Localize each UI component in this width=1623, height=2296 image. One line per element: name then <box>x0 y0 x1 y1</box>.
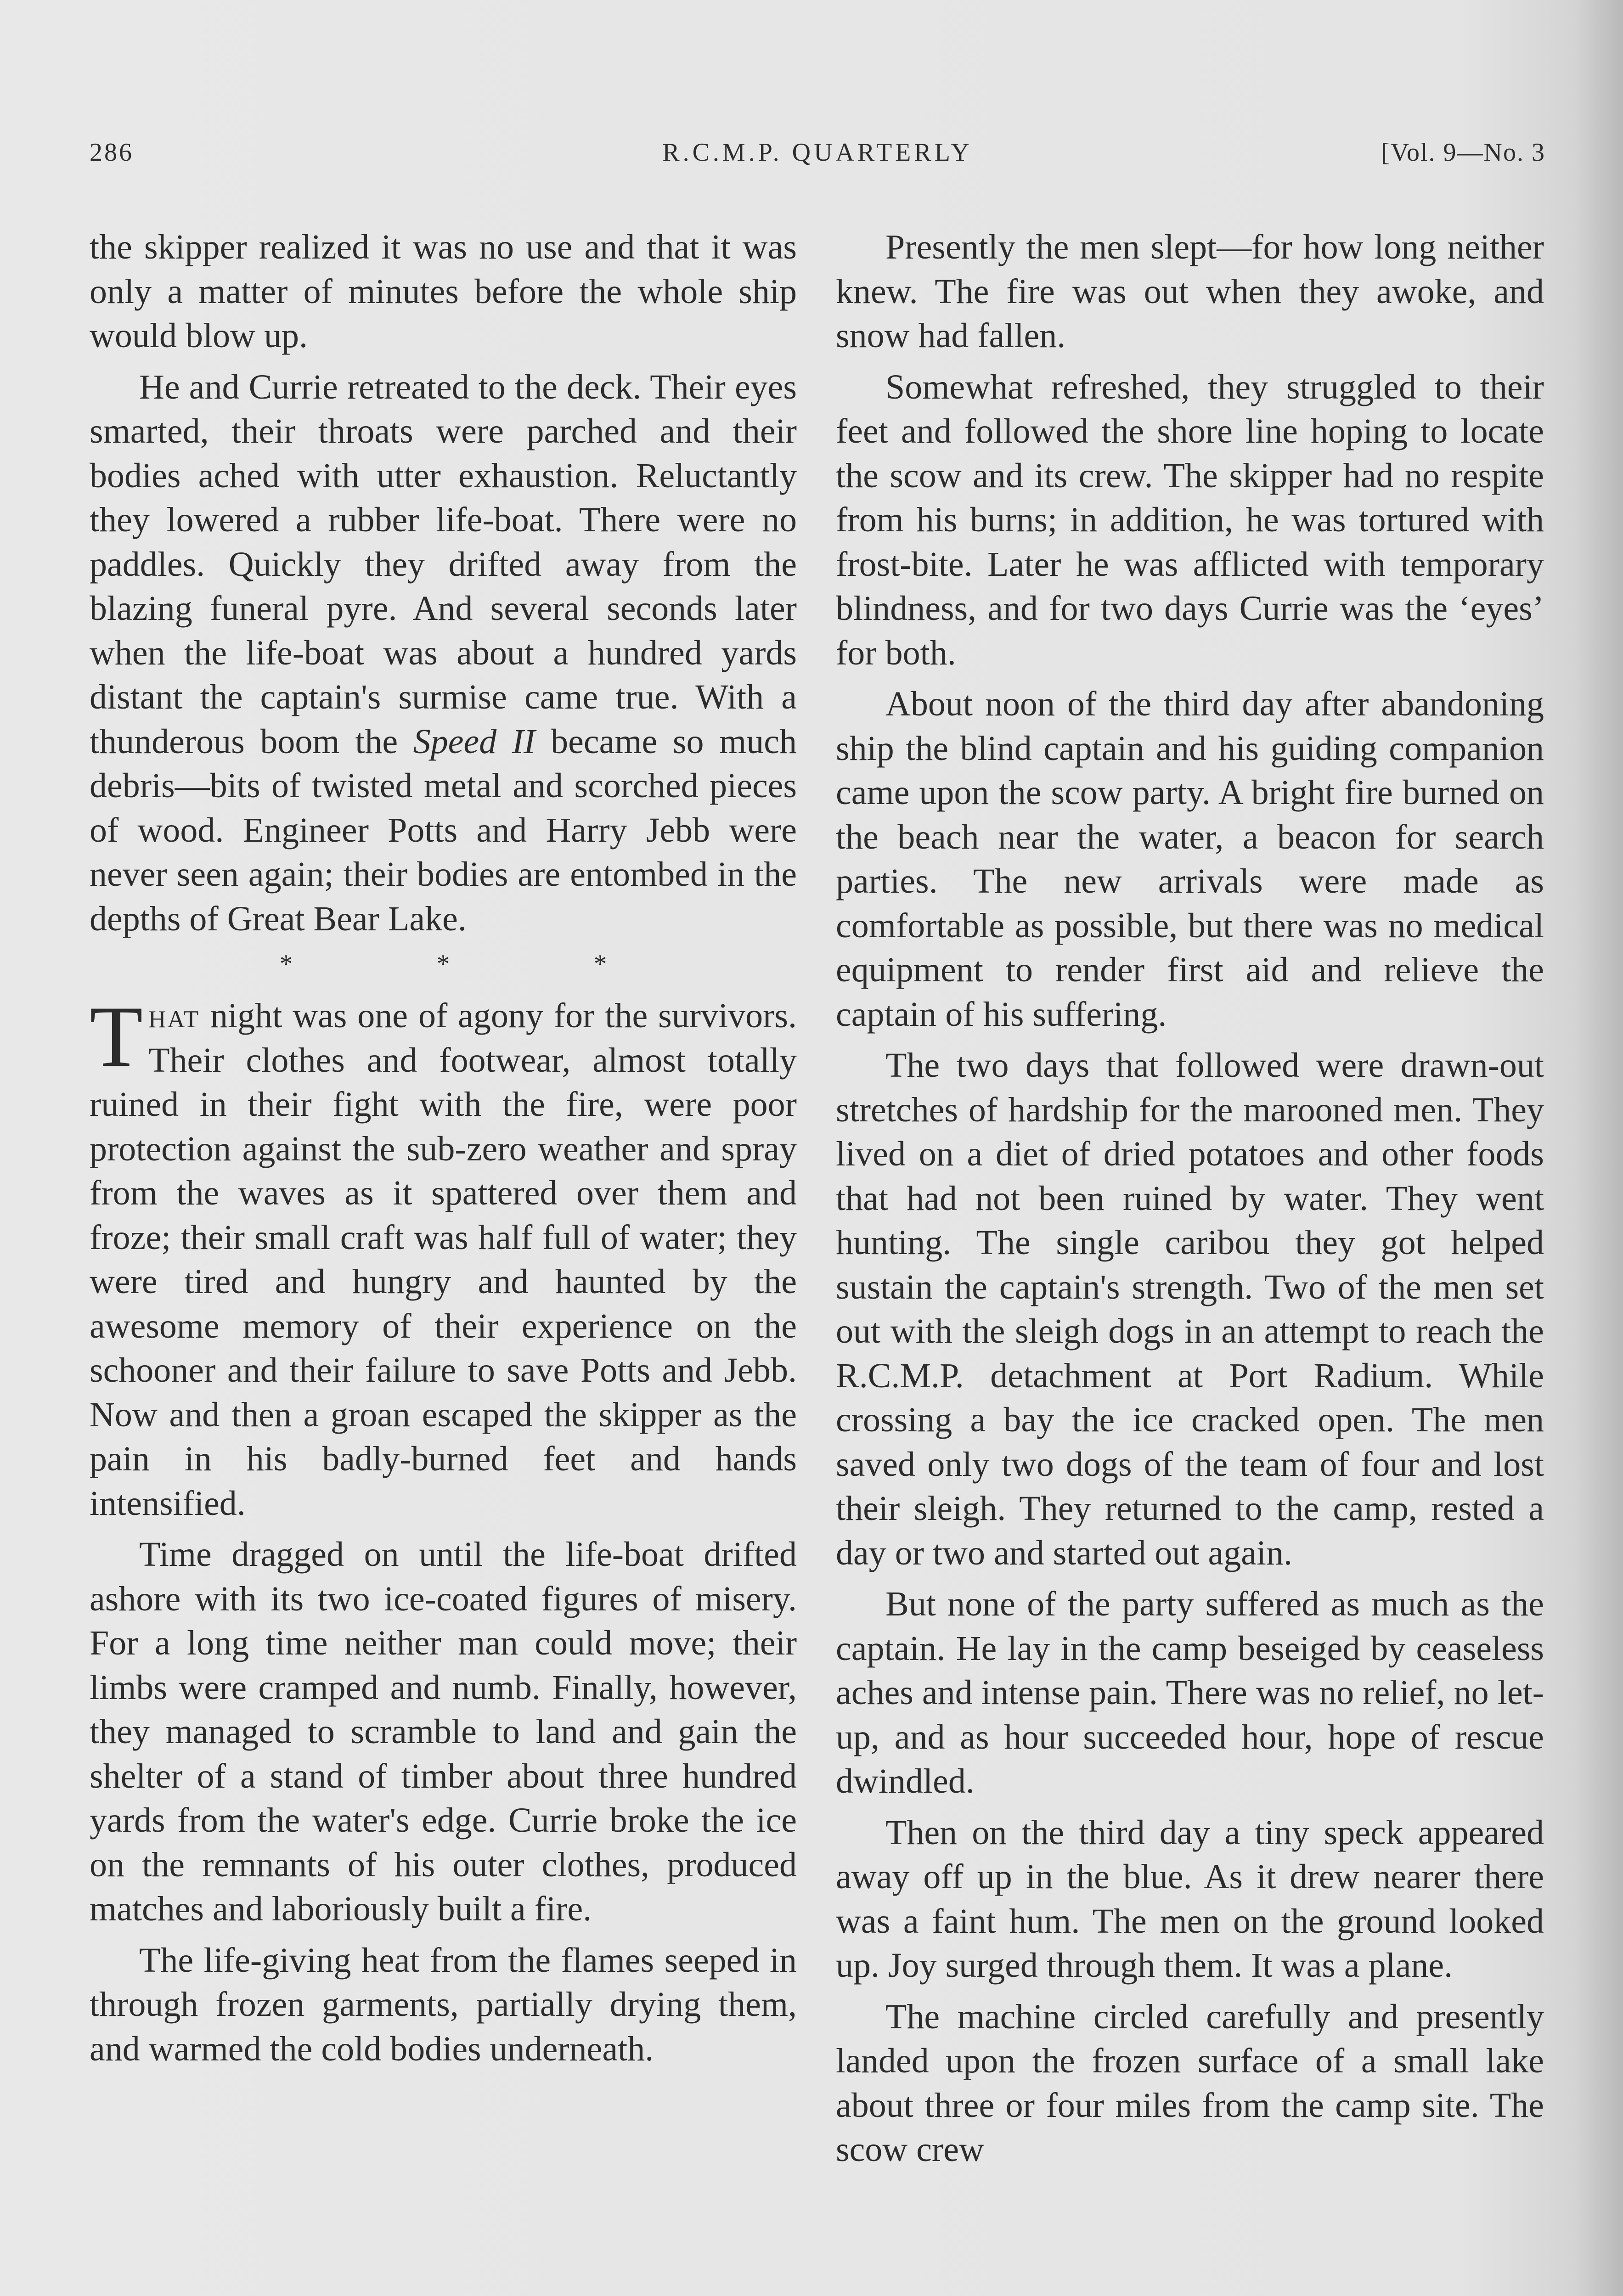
right-column <box>836 225 1544 2179</box>
paragraph: But none of the party suffered as much as the captain. He lay in the camp beseiged by ceaseless aches and intense pain. There was no relief, no let-up, and as hour succeeded hour, hope of rescue dwindled. <box>836 1585 1544 1801</box>
paragraph: the skipper realized it was no use and that it was only a matter of minutes before the whole ship would blow up. <box>90 228 797 355</box>
paragraph <box>90 365 797 941</box>
paragraph: Somewhat refreshed, they struggled to their feet and followed the shore line hoping to locate the scow and its crew. The skipper had no respite from his burns; in addition, he was tortured with frost-bite. Later he was afflicted with temporary blindness, and for two days Currie was the ‘eyes’ for both. <box>836 367 1544 672</box>
paragraph-text: He and Currie retreated to the deck. Their eyes smarted, their throats were parched and their bodies ached with utter exhaustion. Reluctantly they lowered a rubber life-boat. There were no paddles. Quickly they drifted away from the blazing funeral pyre. And several seconds later when the life-boat was about a hundred yards distant the captain's surmise came true. With a thunderous boom the <box>90 367 797 761</box>
paragraph: The two days that followed were drawn-out stretches of hardship for the marooned men. They lived on a diet of dried potatoes and other foods that had not been ruined by water. They went hunting. The single caribou they got helped sustain the captain's strength. Two of the men set out with the sleigh dogs in an attempt to reach the R.C.M.P. detachment at Port Radium. While crossing a bay the ice cracked open. The men saved only two dogs of the team of four and lost their sleigh. They returned to the camp, rested a day or two and started out again. <box>836 1046 1544 1572</box>
paragraph: The machine circled carefully and presently landed upon the frozen surface of a small lake about three or four miles from the camp site. The scow crew <box>836 1997 1544 2169</box>
small-caps-lead: hat <box>148 996 200 1035</box>
paragraph: Presently the men slept—for how long neither knew. The fire was out when they awoke, and snow had fallen. <box>836 228 1544 355</box>
paragraph: Time dragged on until the life-boat drifted ashore with its two ice-coated figures of misery. For a long time neither man could move; their limbs were cramped and numb. Finally, however, they managed to scramble to land and gain the shelter of a stand of timber about three hundred yards from the water's edge. Currie broke the ice on the remnants of his outer clothes, produced matches and laboriously built a fire. <box>90 1535 797 1928</box>
paragraph: The life-giving heat from the flames seeped in through frozen garments, partially drying them, and warmed the cold bodies underneath. <box>90 1941 797 2068</box>
left-column <box>90 225 797 2078</box>
volume-issue: [Vol. 9—No. 3 <box>1381 138 1545 167</box>
section-separator: * * * <box>280 950 676 978</box>
paragraph-text: became so much debris—bits of twisted metal and scorched pieces of wood. Engineer Potts and Harry Jebb were never seen again; their bodies are entombed in the depths of Great Bear Lake. <box>90 722 797 938</box>
journal-title: R.C.M.P. QUARTERLY <box>662 138 973 167</box>
paragraph-text: night was one of agony for the survivors. Their clothes and footwear, almost totally ruined in their fight with the fire, were poor protection against the sub-zero weather and spray from the waves as it spattered over them and froze; their small craft was half full of water; they were tired and hungry and haunted by the awesome memory of their experience on the schooner and their failure to save Potts and Jebb. Now and then a groan escaped the skipper as the pain in his badly-burned feet and hands intensified. <box>90 996 797 1523</box>
ship-name: Speed II <box>413 722 535 761</box>
running-header <box>90 138 1545 179</box>
paragraph: About noon of the third day after abandoning ship the blind captain and his guiding companion came upon the scow party. A bright fire burned on the beach near the water, a beacon for search parties. The new arrivals were made as comfortable as possible, but there was no medical equipment to render first aid and relieve the captain of his suffering. <box>836 685 1544 1034</box>
paragraph <box>90 989 797 1525</box>
paragraph: Then on the third day a tiny speck appeared away off up in the blue. As it drew nearer there was a faint hum. The men on the ground looked up. Joy surged through them. It was a plane. <box>836 1813 1544 1985</box>
drop-cap: T <box>90 989 143 1085</box>
page-number: 286 <box>90 138 134 167</box>
